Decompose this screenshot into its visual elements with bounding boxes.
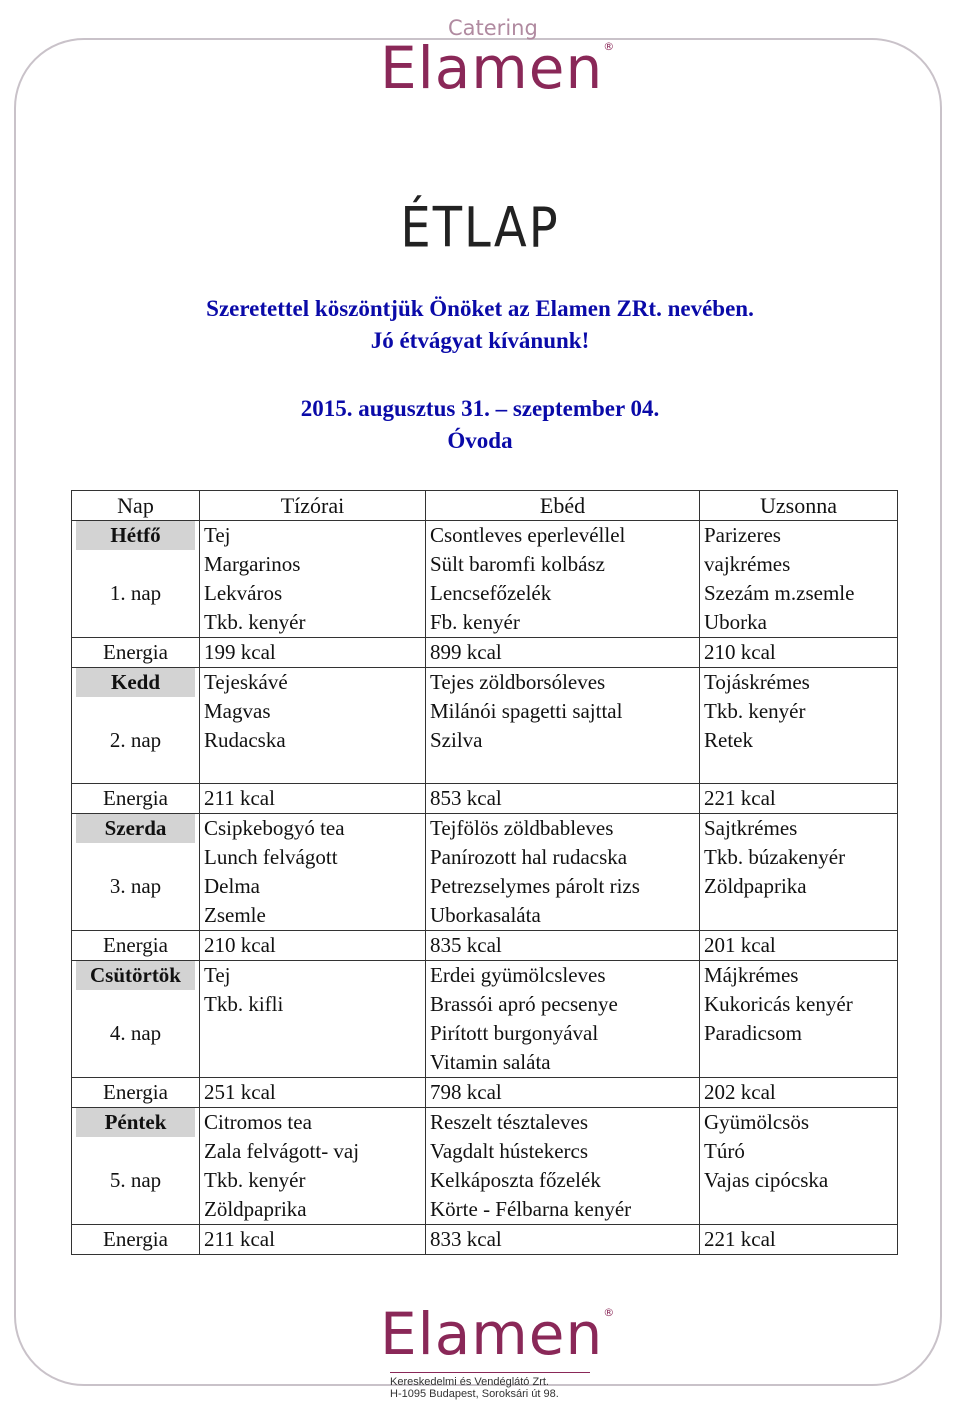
day-cell bbox=[72, 1108, 200, 1225]
uzsonna-item: Sajtkrémes bbox=[704, 816, 798, 840]
energy-value: 251 kcal bbox=[200, 1078, 426, 1108]
tizorai-item: Lunch felvágott bbox=[204, 845, 338, 869]
uzsonna-item: Paradicsom bbox=[704, 1021, 802, 1045]
greeting-line-1: Szeretettel köszöntjük Önöket az Elamen ZRt. nevében. bbox=[206, 296, 754, 321]
uzsonna-cell bbox=[700, 668, 898, 784]
ebed-item: Csontleves eperlevéllel bbox=[430, 523, 626, 547]
ebed-item: Lencsefőzelék bbox=[430, 581, 552, 605]
day-name: Kedd bbox=[76, 668, 195, 697]
ebed-item: Erdei gyümölcsleves bbox=[430, 963, 606, 987]
tizorai-item: Margarinos bbox=[204, 552, 301, 576]
menu-body bbox=[72, 521, 898, 1255]
uzsonna-item: Tojáskrémes bbox=[704, 670, 810, 694]
uzsonna-item: Retek bbox=[704, 728, 753, 752]
uzsonna-item: Parizeres bbox=[704, 523, 781, 547]
ebed-item: Vagdalt hústekercs bbox=[430, 1139, 589, 1163]
uzsonna-cell bbox=[700, 1108, 898, 1225]
energy-label: Energia bbox=[72, 638, 200, 668]
ebed-item: Pirított burgonyával bbox=[430, 1021, 599, 1045]
ebed-item: Uborkasaláta bbox=[430, 903, 541, 927]
tizorai-item: Delma bbox=[204, 874, 260, 898]
energy-row bbox=[72, 931, 898, 961]
energy-value: 221 kcal bbox=[700, 1225, 898, 1255]
company-name: Kereskedelmi és Vendéglátó Zrt. bbox=[390, 1372, 590, 1388]
footer-logo-name: Elamen bbox=[380, 1300, 604, 1368]
ebed-item: Körte - Félbarna kenyér bbox=[430, 1197, 632, 1221]
uzsonna-item: Gyümölcsös bbox=[704, 1110, 809, 1134]
ebed-item: Reszelt tésztaleves bbox=[430, 1110, 589, 1134]
energy-row bbox=[72, 1078, 898, 1108]
tizorai-item: Zala felvágott- vaj bbox=[204, 1139, 360, 1163]
tizorai-item: Rudacska bbox=[204, 728, 286, 752]
tizorai-item: Magvas bbox=[204, 699, 271, 723]
day-number: 5. nap bbox=[109, 1168, 162, 1192]
logo-reg: ® bbox=[603, 40, 616, 53]
uzsonna-item: Kukoricás kenyér bbox=[704, 992, 853, 1016]
day-number: 4. nap bbox=[109, 1021, 162, 1045]
energy-row bbox=[72, 784, 898, 814]
ebed-item: Panírozott hal rudacska bbox=[430, 845, 628, 869]
day-name: Péntek bbox=[76, 1108, 195, 1137]
energy-value: 853 kcal bbox=[426, 784, 700, 814]
date-range: 2015. augusztus 31. – szeptember 04. bbox=[300, 396, 660, 421]
ebed-item: Petrezselymes párolt rizs bbox=[430, 874, 640, 898]
tizorai-item: Zöldpaprika bbox=[204, 1197, 307, 1221]
energy-value: 211 kcal bbox=[200, 1225, 426, 1255]
ebed-item: Tejfölös zöldbableves bbox=[430, 816, 614, 840]
header-tizorai: Tízórai bbox=[200, 491, 426, 521]
uzsonna-item: Zöldpaprika bbox=[704, 874, 807, 898]
tizorai-item: Lekváros bbox=[204, 581, 283, 605]
header-row bbox=[72, 491, 898, 521]
logo-catering-text: Catering bbox=[448, 16, 538, 40]
day-number: 1. nap bbox=[109, 581, 162, 605]
day-row bbox=[72, 668, 898, 784]
energy-value: 199 kcal bbox=[200, 638, 426, 668]
group-name: Óvoda bbox=[447, 428, 513, 453]
day-row bbox=[72, 814, 898, 931]
tizorai-item: Tejeskávé bbox=[204, 670, 288, 694]
uzsonna-item: Májkrémes bbox=[704, 963, 799, 987]
tizorai-cell bbox=[200, 521, 426, 638]
energy-value: 202 kcal bbox=[700, 1078, 898, 1108]
uzsonna-item: Uborka bbox=[704, 610, 767, 634]
energy-value: 221 kcal bbox=[700, 784, 898, 814]
ebed-cell bbox=[426, 961, 700, 1078]
energy-value: 201 kcal bbox=[700, 931, 898, 961]
uzsonna-cell bbox=[700, 521, 898, 638]
uzsonna-item: Szezám m.zsemle bbox=[704, 581, 855, 605]
energy-value: 798 kcal bbox=[426, 1078, 700, 1108]
uzsonna-cell bbox=[700, 814, 898, 931]
day-cell bbox=[72, 668, 200, 784]
uzsonna-item: Tkb. kenyér bbox=[704, 699, 806, 723]
energy-value: 833 kcal bbox=[426, 1225, 700, 1255]
energy-row bbox=[72, 638, 898, 668]
tizorai-cell bbox=[200, 961, 426, 1078]
company-info bbox=[390, 1370, 590, 1400]
day-cell bbox=[72, 814, 200, 931]
day-name: Hétfő bbox=[76, 521, 195, 550]
ebed-item: Brassói apró pecsenye bbox=[430, 992, 618, 1016]
greeting-line-2: Jó étvágyat kívánunk! bbox=[370, 328, 590, 353]
energy-value: 210 kcal bbox=[700, 638, 898, 668]
uzsonna-item: Túró bbox=[704, 1139, 745, 1163]
uzsonna-cell bbox=[700, 961, 898, 1078]
uzsonna-item: vajkrémes bbox=[704, 552, 791, 576]
day-row bbox=[72, 1108, 898, 1225]
uzsonna-item: Vajas cipócska bbox=[704, 1168, 829, 1192]
ebed-item: Sült baromfi kolbász bbox=[430, 552, 605, 576]
logo-wordmark bbox=[380, 34, 616, 102]
tizorai-item: Zsemle bbox=[204, 903, 266, 927]
tizorai-cell bbox=[200, 814, 426, 931]
page-title: ÉTLAP bbox=[400, 195, 560, 261]
day-name: Szerda bbox=[76, 814, 195, 843]
energy-label: Energia bbox=[72, 931, 200, 961]
tizorai-item: Tkb. kifli bbox=[204, 992, 284, 1016]
ebed-item: Vitamin saláta bbox=[430, 1050, 551, 1074]
energy-value: 899 kcal bbox=[426, 638, 700, 668]
tizorai-item: Tkb. kenyér bbox=[204, 1168, 306, 1192]
energy-label: Energia bbox=[72, 784, 200, 814]
day-row bbox=[72, 961, 898, 1078]
footer-wordmark bbox=[380, 1300, 616, 1368]
ebed-cell bbox=[426, 814, 700, 931]
logo-name: Elamen bbox=[380, 34, 604, 102]
day-row bbox=[72, 521, 898, 638]
tizorai-item: Tkb. kenyér bbox=[204, 610, 306, 634]
ebed-item: Fb. kenyér bbox=[430, 610, 520, 634]
energy-value: 211 kcal bbox=[200, 784, 426, 814]
ebed-cell bbox=[426, 521, 700, 638]
header-ebed: Ebéd bbox=[426, 491, 700, 521]
ebed-item: Milánói spagetti sajttal bbox=[430, 699, 623, 723]
tizorai-cell bbox=[200, 1108, 426, 1225]
energy-label: Energia bbox=[72, 1225, 200, 1255]
header-uzsonna: Uzsonna bbox=[700, 491, 898, 521]
energy-value: 835 kcal bbox=[426, 931, 700, 961]
menu-table bbox=[71, 490, 898, 1255]
header-nap: Nap bbox=[72, 491, 200, 521]
day-number: 2. nap bbox=[109, 728, 162, 752]
tizorai-item: Tej bbox=[204, 963, 231, 987]
tizorai-item: Citromos tea bbox=[204, 1110, 312, 1134]
uzsonna-item: Tkb. búzakenyér bbox=[704, 845, 846, 869]
company-address: H-1095 Budapest, Soroksári út 98. bbox=[390, 1388, 559, 1400]
ebed-cell bbox=[426, 1108, 700, 1225]
day-name: Csütörtök bbox=[76, 961, 195, 990]
ebed-cell bbox=[426, 668, 700, 784]
footer-logo-reg: ® bbox=[603, 1306, 616, 1319]
tizorai-item: Tej bbox=[204, 523, 231, 547]
day-cell bbox=[72, 521, 200, 638]
ebed-item: Szilva bbox=[430, 728, 483, 752]
energy-label: Energia bbox=[72, 1078, 200, 1108]
ebed-item: Tejes zöldborsóleves bbox=[430, 670, 606, 694]
tizorai-item: Csipkebogyó tea bbox=[204, 816, 345, 840]
day-number: 3. nap bbox=[109, 874, 162, 898]
energy-value: 210 kcal bbox=[200, 931, 426, 961]
ebed-item: Kelkáposzta főzelék bbox=[430, 1168, 601, 1192]
tizorai-cell bbox=[200, 668, 426, 784]
energy-row bbox=[72, 1225, 898, 1255]
day-cell bbox=[72, 961, 200, 1078]
